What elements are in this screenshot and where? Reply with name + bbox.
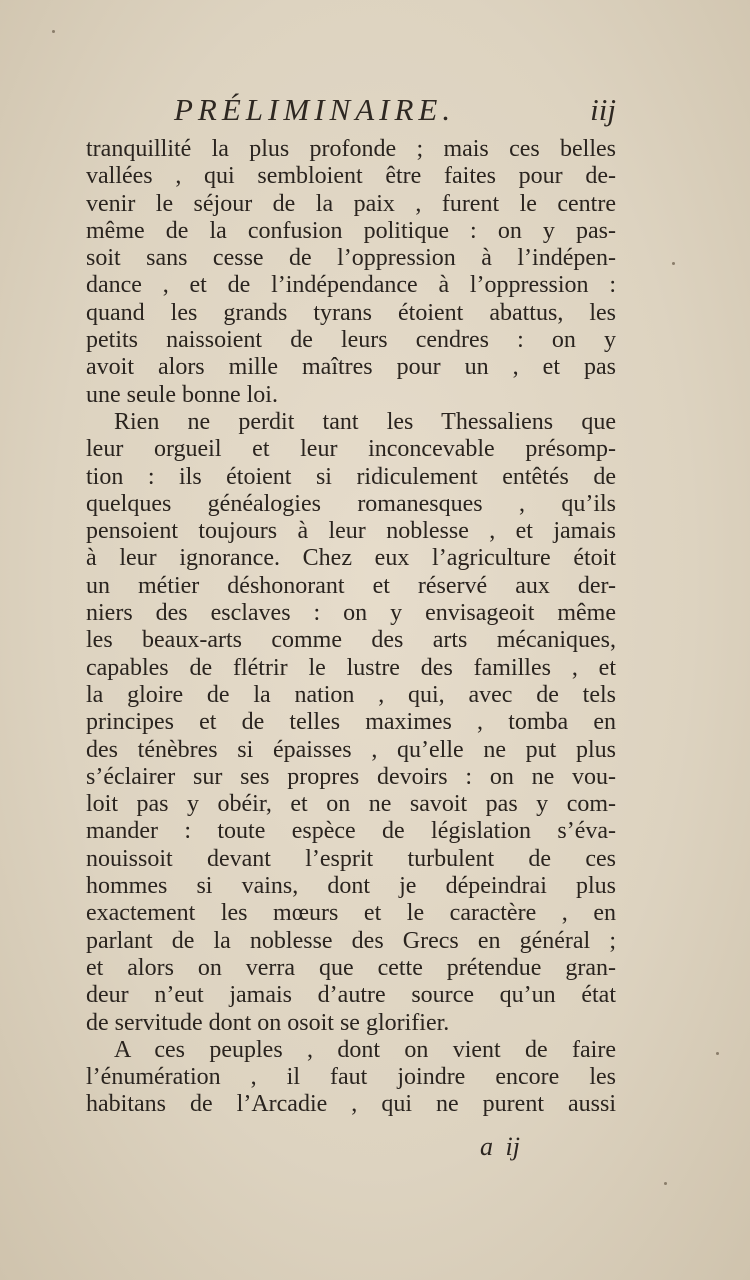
text-line: deur n’eut jamais d’autre source qu’un état (86, 982, 616, 1009)
paper-speck (716, 1052, 719, 1055)
text-line: soit sans cesse de l’oppression à l’indépen- (86, 245, 616, 272)
body-text (86, 136, 616, 1119)
text-line: et alors on verra que cette prétendue gran- (86, 954, 616, 981)
text-line: à leur ignorance. Chez eux l’agriculture étoit (86, 545, 616, 572)
text-line: nouissoit devant l’esprit turbulent de ces (86, 845, 616, 872)
text-line: leur orgueil et leur inconcevable présomp- (86, 436, 616, 463)
text-line: s’éclairer sur ses propres devoirs : on ne vou- (86, 763, 616, 790)
signature-mark: a ij (480, 1132, 520, 1161)
text-line: mander : toute espèce de législation s’éva- (86, 818, 616, 845)
text-line: habitans de l’Arcadie , qui ne purent aussi (86, 1091, 616, 1118)
text-line: de servitude dont on osoit se glorifier. (86, 1009, 450, 1036)
text-line: dance , et de l’indépendance à l’oppression : (86, 272, 616, 299)
text-line: avoit alors mille maîtres pour un , et pas (86, 354, 616, 381)
text-line: capables de flétrir le lustre des familles , et (86, 654, 616, 681)
text-line: petits naissoient de leurs cendres : on y (86, 327, 616, 354)
text-line: parlant de la noblesse des Grecs en général ; (86, 927, 616, 954)
text-line: quelques généalogies romanesques , qu’ils (86, 490, 616, 517)
page-number: iij (590, 92, 616, 127)
text-line: venir le séjour de la paix , furent le centre (86, 190, 616, 217)
text-line: une seule bonne loi. (86, 381, 278, 408)
text-line: tranquillité la plus profonde ; mais ces belles (86, 136, 616, 162)
text-line: la gloire de la nation , qui, avec de tels (86, 681, 616, 708)
paragraph-start-line: A ces peuples , dont on vient de faire (114, 1036, 616, 1063)
text-line: même de la confusion politique : on y pas- (86, 217, 616, 244)
text-line: exactement les mœurs et le caractère , en (86, 900, 616, 927)
running-head (86, 92, 622, 132)
text-line: un métier déshonorant et réservé aux der- (86, 572, 616, 599)
paper-speck (52, 30, 55, 33)
paper-speck (664, 1182, 667, 1185)
paragraph-start-line: Rien ne perdit tant les Thessaliens que (114, 408, 616, 435)
text-line: niers des esclaves : on y envisageoit même (86, 600, 616, 627)
running-title: PRÉLIMINAIRE. (174, 92, 456, 127)
text-line: vallées , qui sembloient être faites pour de- (86, 163, 616, 190)
text-line: des ténèbres si épaisses , qu’elle ne put plus (86, 736, 616, 763)
text-line: quand les grands tyrans étoient abattus, les (86, 299, 616, 326)
text-line: pensoient toujours à leur noblesse , et jamais (86, 518, 616, 545)
text-line: l’énumération , il faut joindre encore les (86, 1064, 616, 1091)
text-line: hommes si vains, dont je dépeindrai plus (86, 873, 616, 900)
text-line: principes et de telles maximes , tomba en (86, 709, 616, 736)
text-line: les beaux-arts comme des arts mécaniques, (86, 627, 616, 654)
paper-speck (672, 262, 675, 265)
text-line: tion : ils étoient si ridiculement entêtés de (86, 463, 616, 490)
text-line: loit pas y obéir, et on ne savoit pas y com- (86, 791, 616, 818)
